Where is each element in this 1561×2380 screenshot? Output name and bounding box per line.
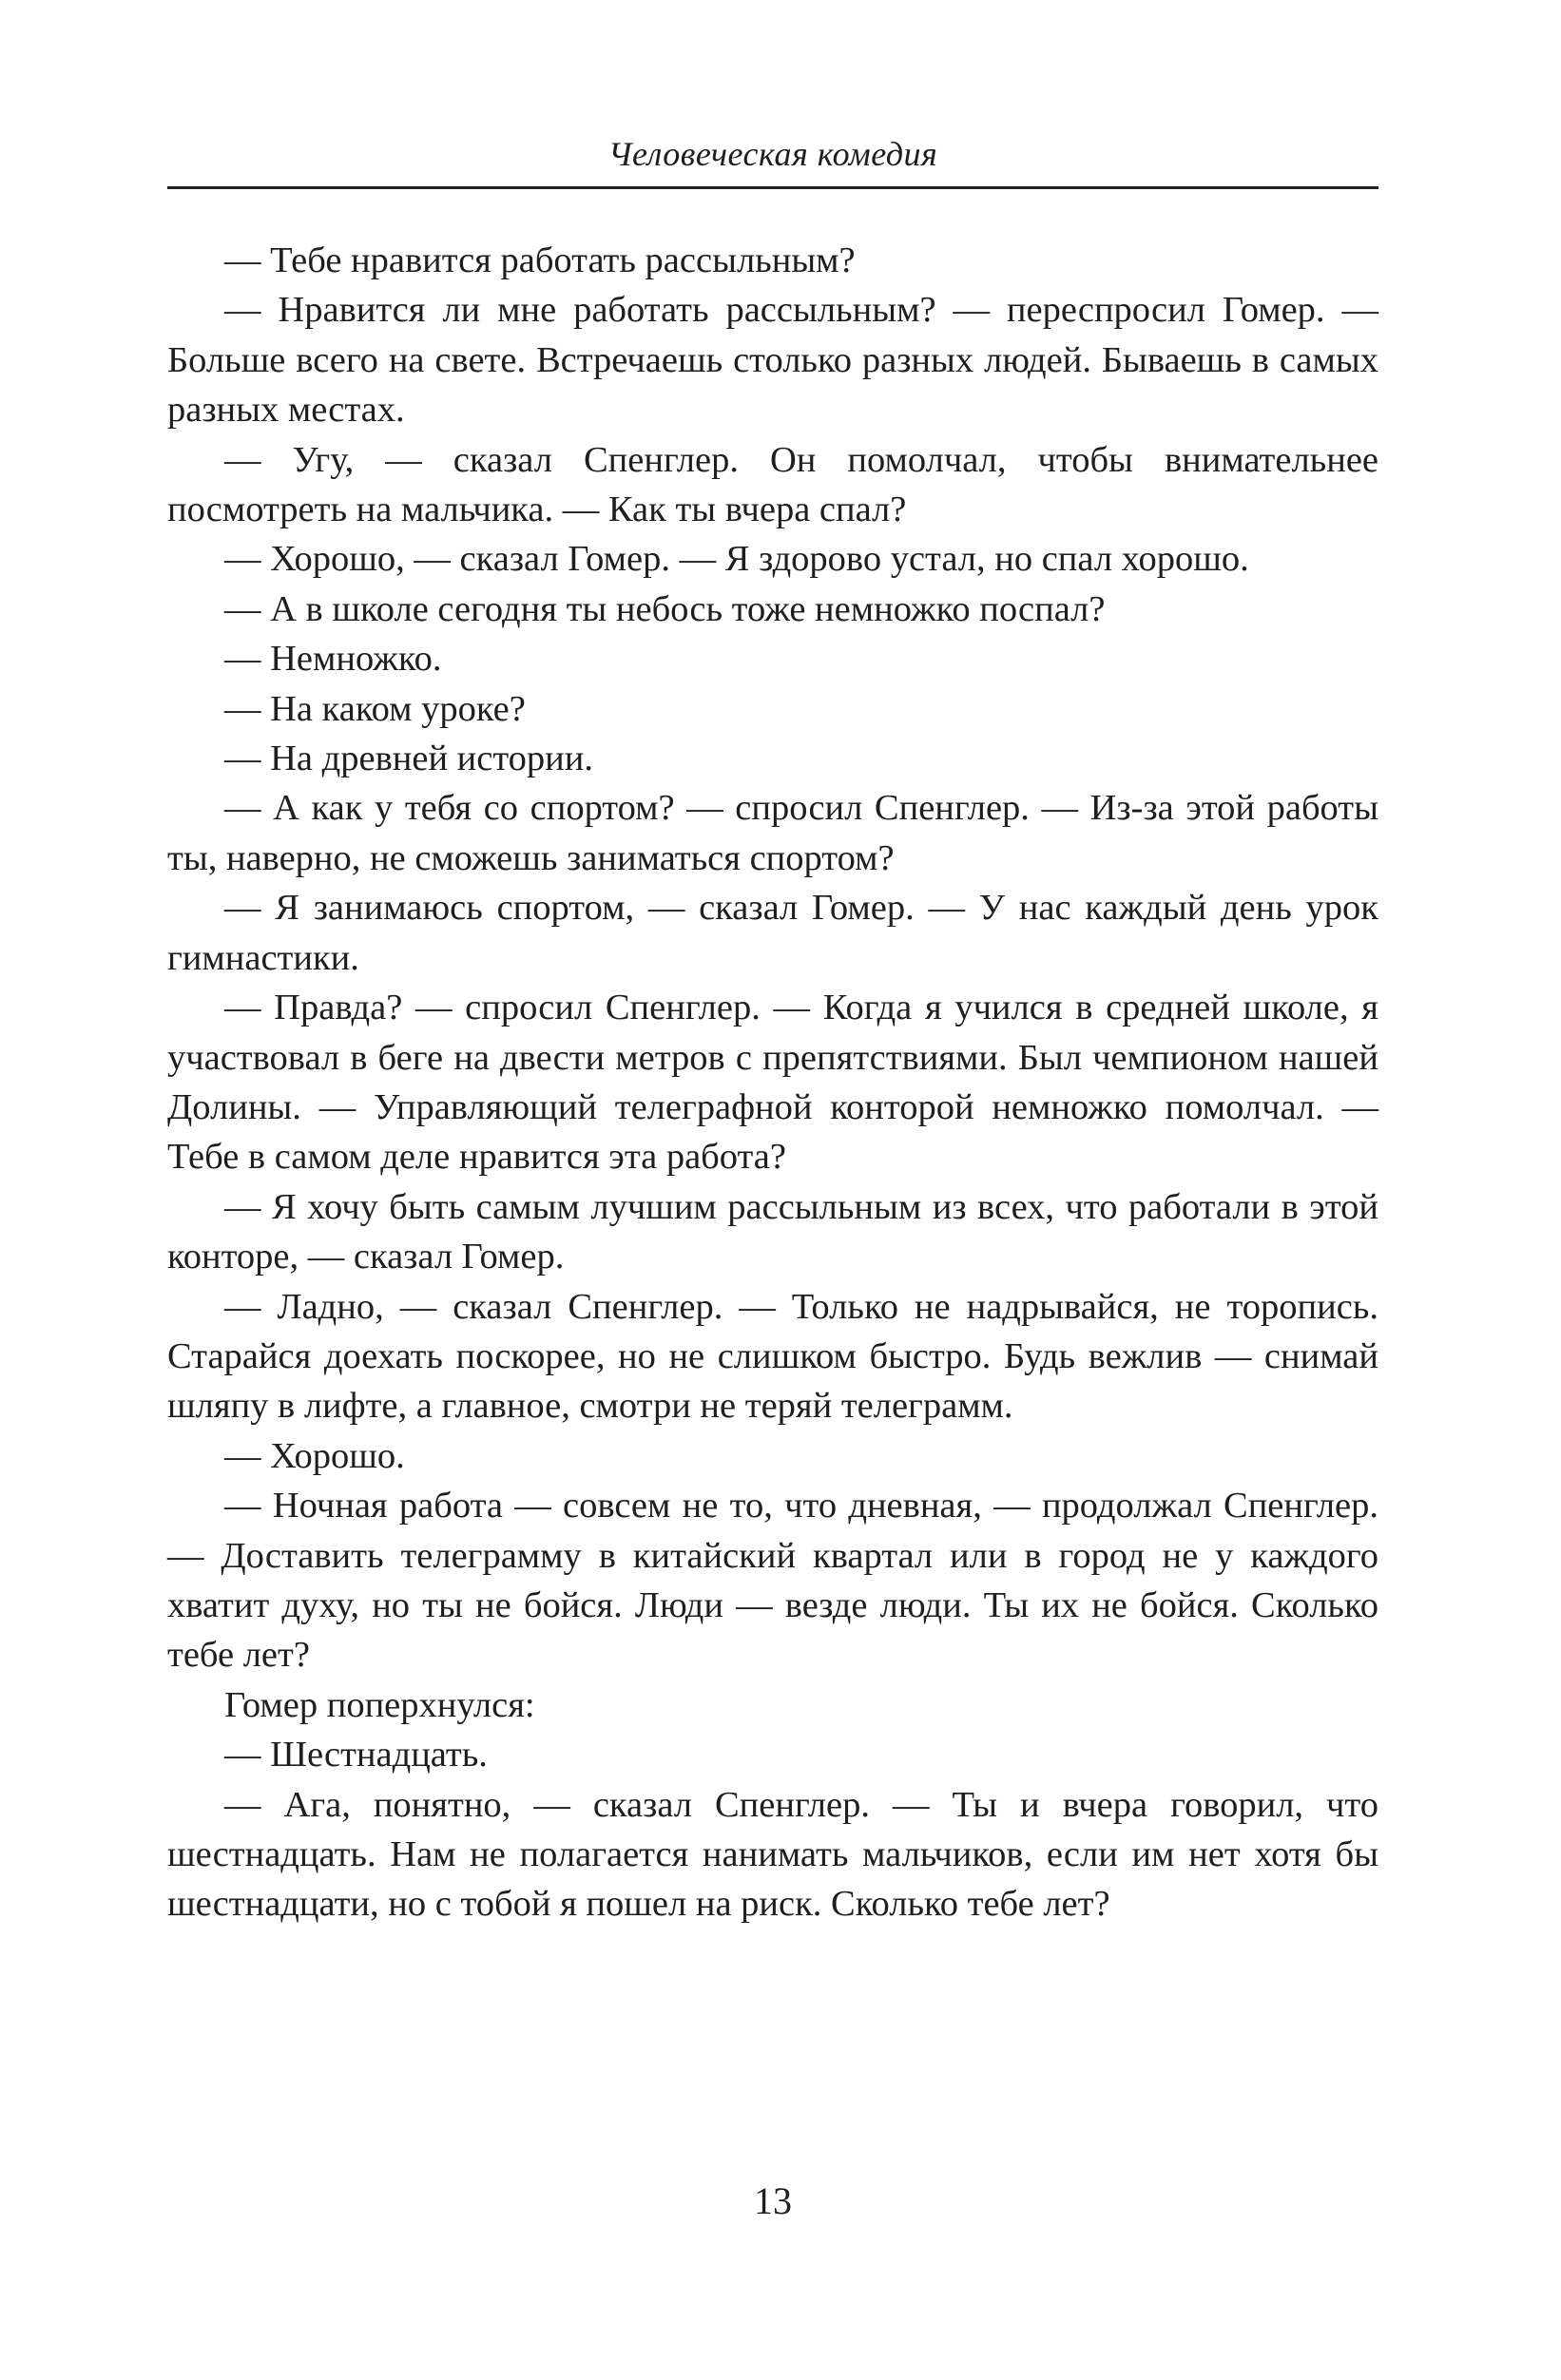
body-text [167,236,1378,1929]
paragraph: — На каком уроке? [224,688,526,729]
paragraph: — Хорошо. [224,1435,405,1476]
paragraph: — Нравится ли мне работать рассыльным? — переспросил Гомер. — Больше всего на свете. Встречаешь столько разных людей. Бываешь в самых разных местах. [167,290,1378,431]
paragraph: — Тебе нравится работать рассыльным? [224,240,856,280]
paragraph: — Я занимаюсь спортом, — сказал Гомер. — У нас каждый день урок гимнастики. [167,888,1378,978]
header-rule [167,186,1378,189]
paragraph: — Я хочу быть самым лучшим рассыльным из всех, что работали в этой конторе, — сказал Гомер. [167,1186,1378,1277]
paragraph: — А как у тебя со спортом? — спросил Спенглер. — Из-за этой работы ты, наверно, не сможешь заниматься спортом? [167,788,1378,878]
paragraph: — Правда? — спросил Спенглер. — Когда я учился в средней школе, я участвовал в беге на двести метров с препятствиями. Был чемпионом нашей Долины. — Управляющий телеграфной конторой немножко помолчал. — Тебе в самом деле нравится эта работа? [167,988,1378,1178]
paragraph: — А в школе сегодня ты небось тоже немножко поспал? [224,588,1106,629]
paragraph: — Угу, — сказал Спенглер. Он помолчал, чтобы внимательнее посмотреть на мальчика. — Как ты вчера спал? [167,439,1378,530]
paragraph: — На древней истории. [224,739,594,779]
paragraph: — Шестнадцать. [224,1735,488,1775]
paragraph: Гомер поперхнулся: [224,1684,535,1725]
paragraph: — Немножко. [224,639,442,680]
paragraph: — Ладно, — сказал Спенглер. — Только не надрывайся, не торопись. Старайся доехать поскорее, но не слишком быстро. Будь вежлив — снимай шляпу в лифте, а главное, смотри не теряй телеграмм. [167,1286,1378,1427]
running-head: Человеческая комедия [607,135,938,173]
paragraph: — Ночная работа — совсем не то, что дневная, — продолжал Спенглер. — Доставить телеграмму в китайский квартал или в город не у каждого хватит духу, но ты не бойся. Люди — везде люди. Ты их не бойся. Сколько тебе лет? [167,1486,1378,1676]
paragraph: — Ага, понятно, — сказал Спенглер. — Ты и вчера говорил, что шестнадцать. Нам не полагается нанимать мальчиков, если им нет хотя бы шестнадцати, но с тобой я пошел на риск. Сколько тебе лет? [167,1784,1378,1925]
page-number: 13 [754,2179,792,2222]
paragraph: — Хорошо, — сказал Гомер. — Я здорово устал, но спал хорошо. [224,539,1249,580]
